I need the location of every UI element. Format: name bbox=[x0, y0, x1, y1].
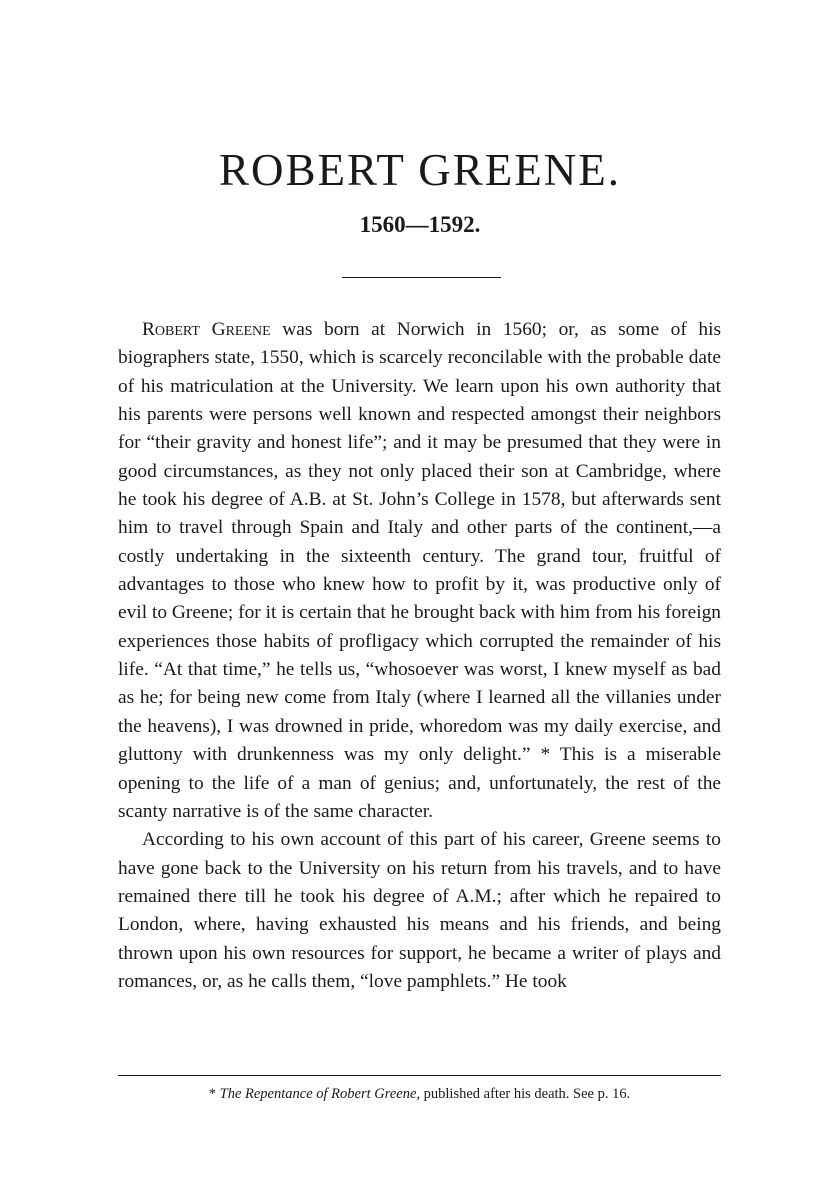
footnote-book-title: The Repentance of Robert Greene, bbox=[219, 1086, 421, 1102]
footnote bbox=[118, 1084, 721, 1104]
subject-name: Robert Greene bbox=[142, 319, 271, 340]
paragraph-1 bbox=[118, 316, 721, 826]
page-title: ROBERT GREENE. bbox=[219, 145, 621, 195]
paragraph-1-text: was born at Norwich in 1560; or, as some of his biographers state, 1550, which is scarcely reconcilable with the probable date of his matriculation at the University. We learn upon his own authority that his parents were persons well known and respected amongst their neighbors for “their gravity and honest life”; and it may be presumed that they were in good circumstances, as they not only placed their son at Cambridge, where he took his degree of A.B. at St. John’s College in 1578, but afterwards sent him to travel through Spain and Italy and other parts of the continent,—a costly undertaking in the sixteenth century. The grand tour, fruitful of advantages to those who knew how to profit by it, was productive only of evil to Greene; for it is certain that he brought back with him from his foreign experiences those habits of profligacy which corrupted the remainder of his life. “At that time,” he tells us, “whosoever was worst, I knew myself as bad as he; for being new come from Italy (where I learned all the villanies under the heavens), I was drowned in pride, whoredom was my daily exercise, and gluttony with drunkenness was my only delight.” * This is a miserable opening to the life of a man of genius; and, unfortunately, the rest of the scanty narrative is of the same character. bbox=[118, 319, 721, 822]
title-divider bbox=[342, 277, 501, 278]
life-dates: 1560—1592. bbox=[359, 212, 481, 237]
footnote-text: published after his death. See p. 16. bbox=[420, 1086, 631, 1102]
paragraph-2: According to his own account of this part of his career, Greene seems to have gone back to the University on his return from his travels, and to have remained there till he took his degree of A.M.; after which he repaired to London, where, having exhausted his means and his friends, and being thrown upon his own resources for support, he became a writer of plays and romances, or, as he calls them, “love pamphlets.” He took bbox=[118, 829, 721, 992]
footnote-marker: * bbox=[208, 1086, 220, 1102]
footnote-divider bbox=[118, 1075, 721, 1076]
biography-text bbox=[118, 316, 721, 996]
